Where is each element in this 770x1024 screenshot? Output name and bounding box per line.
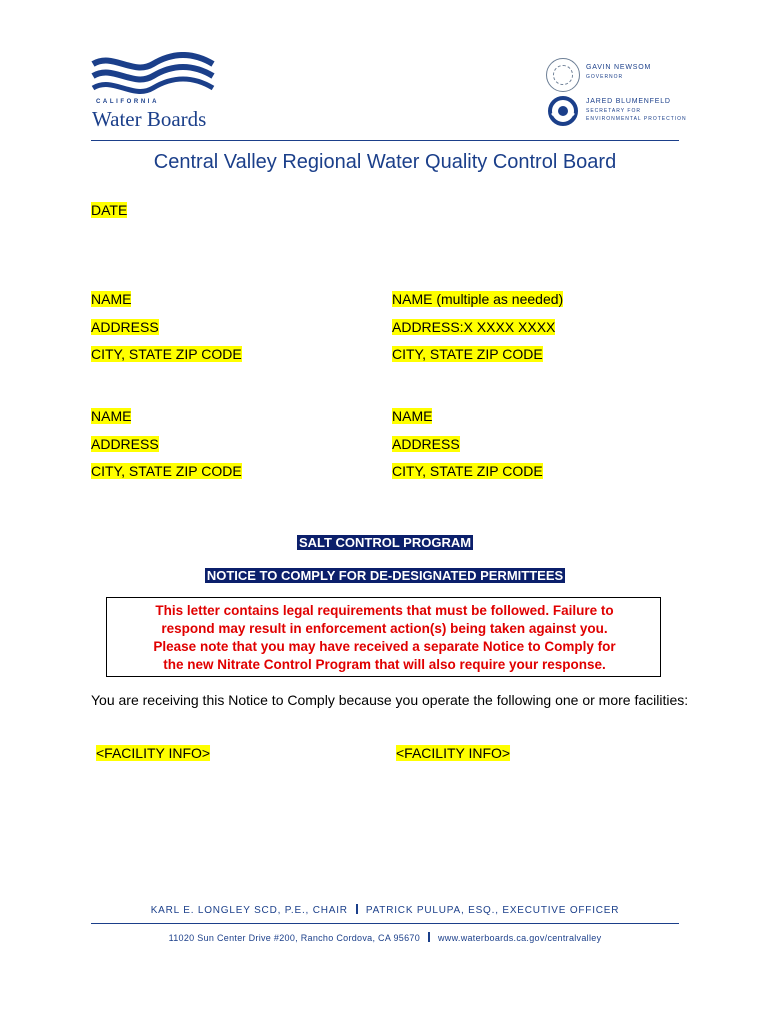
notice-title: NOTICE TO COMPLY FOR DE-DESIGNATED PERMITTEES bbox=[206, 568, 564, 583]
addressee-1-city: CITY, STATE ZIP CODE bbox=[91, 346, 242, 362]
governor-name: GAVIN NEWSOM bbox=[586, 64, 652, 71]
warning-line: This letter contains legal requirements that must be followed. Failure to bbox=[155, 603, 614, 618]
header-divider bbox=[91, 140, 679, 141]
addressee-4-address: ADDRESS bbox=[392, 436, 460, 452]
date-field bbox=[91, 202, 127, 218]
secretary-title-line1: SECRETARY FOR bbox=[586, 108, 641, 114]
date-placeholder: DATE bbox=[91, 202, 128, 218]
logo-state: CALIFORNIA bbox=[96, 99, 159, 105]
facility-info-1: <FACILITY INFO> bbox=[96, 745, 211, 761]
footer-address bbox=[0, 932, 770, 943]
addressee-3-city: CITY, STATE ZIP CODE bbox=[91, 463, 242, 479]
addressee-3-address: ADDRESS bbox=[91, 436, 159, 452]
addressee-4-city: CITY, STATE ZIP CODE bbox=[392, 463, 543, 479]
addressee-1-address: ADDRESS bbox=[91, 319, 159, 335]
addressee-2-name: NAME (multiple as needed) bbox=[392, 291, 564, 307]
intro-paragraph: You are receiving this Notice to Comply because you operate the following one or more facilities: bbox=[91, 692, 689, 708]
warning-box bbox=[106, 597, 661, 677]
footer-separator bbox=[428, 932, 430, 942]
footer-executive-officer: PATRICK PULUPA, ESQ., EXECUTIVE OFFICER bbox=[365, 905, 620, 916]
warning-line: respond may result in enforcement action(s) being taken against you. bbox=[161, 621, 608, 636]
warning-text bbox=[107, 602, 662, 674]
footer-officers bbox=[0, 904, 770, 916]
calepa-logo-icon bbox=[548, 96, 578, 126]
footer-street: 11020 Sun Center Drive #200, Rancho Cordova, CA 95670 bbox=[168, 933, 420, 943]
footer-divider bbox=[91, 923, 679, 924]
addressee-2-city: CITY, STATE ZIP CODE bbox=[392, 346, 543, 362]
secretary-title-line2: ENVIRONMENTAL PROTECTION bbox=[586, 116, 687, 122]
board-title: Central Valley Regional Water Quality Control Board bbox=[153, 151, 617, 173]
footer-chair: KARL E. LONGLEY SCD, P.E., CHAIR bbox=[150, 905, 348, 916]
logo-name: Water Boards bbox=[92, 107, 207, 131]
addressee-3-name: NAME bbox=[91, 408, 132, 424]
governor-title: GOVERNOR bbox=[586, 74, 624, 80]
program-title: SALT CONTROL PROGRAM bbox=[298, 535, 472, 550]
governor-seal-icon bbox=[546, 58, 580, 92]
facility-info-2: <FACILITY INFO> bbox=[396, 745, 511, 761]
addressee-2-address: ADDRESS:X XXXX XXXX bbox=[392, 319, 556, 335]
addressee-1-name: NAME bbox=[91, 291, 132, 307]
warning-line: Please note that you may have received a separate Notice to Comply for bbox=[153, 639, 616, 654]
secretary-name: JARED BLUMENFELD bbox=[586, 98, 671, 105]
footer-separator bbox=[356, 904, 358, 914]
footer-website[interactable]: www.waterboards.ca.gov/centralvalley bbox=[438, 933, 602, 943]
warning-line: the new Nitrate Control Program that will also require your response. bbox=[163, 657, 606, 672]
addressee-4-name: NAME bbox=[392, 408, 433, 424]
